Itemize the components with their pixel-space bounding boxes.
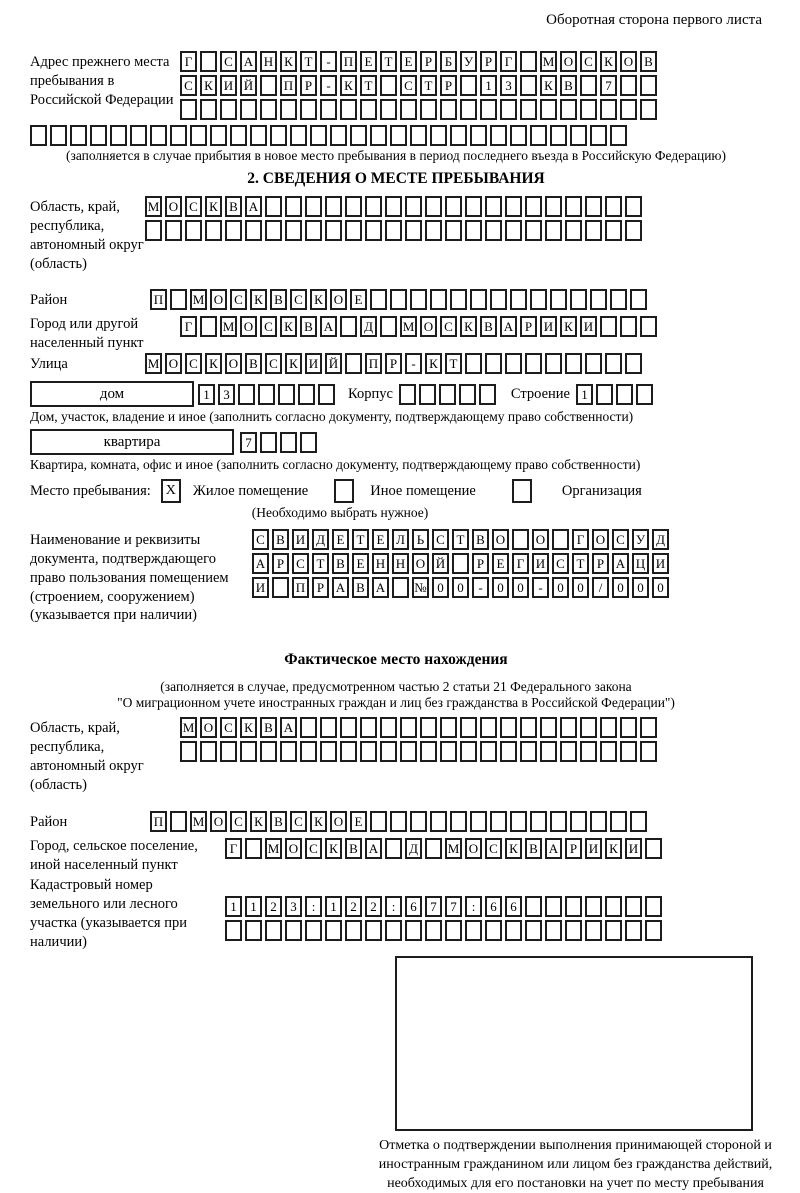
choose-note: (Необходимо выбрать нужное) bbox=[251, 505, 429, 521]
stay-option-residential-label: Жилое помещение bbox=[192, 482, 309, 499]
region-block bbox=[30, 196, 762, 273]
doc-row-2[interactable]: А Р С Т В Е Н Н О Й Р Е Г И С Т Р А Ц И bbox=[252, 553, 672, 574]
stay-option-organization-checkbox[interactable] bbox=[512, 479, 532, 503]
stroenie-label: Строение bbox=[510, 385, 570, 402]
city-block bbox=[30, 313, 762, 353]
doc-row-3[interactable]: И П Р А В А № 0 0 - 0 0 - 0 0 / 0 0 0 bbox=[252, 577, 672, 598]
region-row-1[interactable]: М О С К В А bbox=[145, 196, 645, 217]
cadastre-row-2[interactable] bbox=[225, 920, 665, 941]
stay-option-other-checkbox[interactable] bbox=[334, 479, 354, 503]
actual-region-row-2[interactable] bbox=[180, 741, 660, 762]
actual-region-row-1[interactable]: М О С К В А bbox=[180, 717, 660, 738]
korpus-label: Корпус bbox=[348, 385, 393, 402]
stay-type-label: Место пребывания: bbox=[30, 482, 151, 499]
actual-region-label: Область, край, республика, автономный округ (область) bbox=[30, 720, 144, 793]
house-note: Дом, участок, владение и иное (заполнить согласно документу, подтверждающему право собственности) bbox=[30, 409, 634, 425]
city-row[interactable]: Г М О С К В А Д М О С К В А Р И К И bbox=[180, 316, 660, 337]
actual-city-row[interactable]: Г М О С К В А Д М О С К В А Р И К И bbox=[225, 838, 665, 859]
stay-option-residential-checkbox[interactable]: X bbox=[161, 479, 181, 503]
actual-location-note-2: "О миграционном учете иностранных граждан и лиц без гражданства в Российской Федерации") bbox=[117, 695, 675, 711]
street-block bbox=[30, 353, 762, 377]
cadastre-label: Кадастровый номер земельного или лесного участка (указывается при наличии) bbox=[30, 877, 187, 950]
actual-district-row[interactable]: П М О С К В С К О Е bbox=[150, 811, 650, 832]
header-note: Оборотная сторона первого листа bbox=[546, 12, 762, 28]
prev-address-block bbox=[30, 51, 762, 123]
district-label: Район bbox=[30, 292, 68, 309]
korpus-cells[interactable] bbox=[399, 384, 499, 405]
section2-title: 2. СВЕДЕНИЯ О МЕСТЕ ПРЕБЫВАНИЯ bbox=[247, 170, 545, 187]
cadastre-row-1[interactable]: 1 1 2 3 : 1 2 2 : 6 7 7 : 6 6 bbox=[225, 896, 665, 917]
stamp-caption: Отметка о подтверждении выполнения принимающей стороной и иностранным гражданином или лицом без гражданства действий, необходимых для его постановки на учет по месту пребывания bbox=[378, 1137, 773, 1191]
stay-type-row bbox=[30, 479, 762, 503]
actual-district-block bbox=[30, 811, 762, 835]
district-row[interactable]: П М О С К В С К О Е bbox=[150, 289, 650, 310]
apartment-note: Квартира, комната, офис и иное (заполнить согласно документу, подтверждающему право собственности) bbox=[30, 457, 641, 473]
stamp-box bbox=[395, 956, 753, 1131]
street-label: Улица bbox=[30, 356, 68, 373]
apartment-row bbox=[30, 429, 762, 455]
street-row[interactable]: М О С К О В С К И Й П Р - К Т bbox=[145, 353, 645, 374]
region-label: Область, край, республика, автономный округ (область) bbox=[30, 199, 144, 272]
actual-region-block bbox=[30, 717, 762, 794]
apartment-number-cells[interactable]: 7 bbox=[240, 432, 320, 453]
cadastre-block bbox=[30, 874, 762, 951]
doc-row-1[interactable]: С В И Д Е Т Е Л Ь С Т В О О Г О С У Д bbox=[252, 529, 672, 550]
actual-location-title: Фактическое место нахождения bbox=[284, 651, 508, 669]
actual-location-note-1: (заполняется в случае, предусмотренном частью 2 статьи 21 Федерального закона bbox=[160, 679, 632, 695]
prev-address-row-4[interactable] bbox=[30, 125, 762, 146]
prev-address-row-3[interactable] bbox=[180, 99, 660, 120]
prev-address-note: (заполняется в случае прибытия в новое место пребывания в период последнего въезда в Российскую Федерацию) bbox=[65, 148, 727, 163]
stroenie-cells[interactable]: 1 bbox=[576, 384, 656, 405]
house-number-cells[interactable]: 1 3 bbox=[198, 384, 338, 405]
apartment-type-box[interactable]: квартира bbox=[30, 429, 234, 455]
house-row bbox=[30, 381, 762, 407]
actual-city-label: Город, сельское поселение, иной населенный пункт bbox=[30, 837, 198, 873]
district-block bbox=[30, 289, 762, 313]
region-row-2[interactable] bbox=[145, 220, 645, 241]
prev-address-label: Адрес прежнего места пребывания в Российской Федерации bbox=[30, 54, 174, 108]
prev-address-row-2[interactable]: С К И Й П Р - К Т С Т Р 1 3 К В 7 bbox=[180, 75, 660, 96]
stay-option-other-label: Иное помещение bbox=[370, 482, 476, 499]
stay-option-organization-label: Организация bbox=[561, 482, 642, 499]
doc-block bbox=[30, 529, 762, 625]
house-type-box[interactable]: дом bbox=[30, 381, 194, 407]
city-label: Город или другой населенный пункт bbox=[30, 316, 144, 352]
actual-city-block bbox=[30, 835, 762, 875]
prev-address-row-1[interactable]: Г С А Н К Т - П Е Т Е Р Б У Р Г М О С К О В bbox=[180, 51, 660, 72]
doc-label: Наименование и реквизиты документа, подтверждающего право пользования помещением (строением, сооружением) (указывается при наличии) bbox=[30, 532, 229, 624]
actual-district-label: Район bbox=[30, 813, 68, 830]
